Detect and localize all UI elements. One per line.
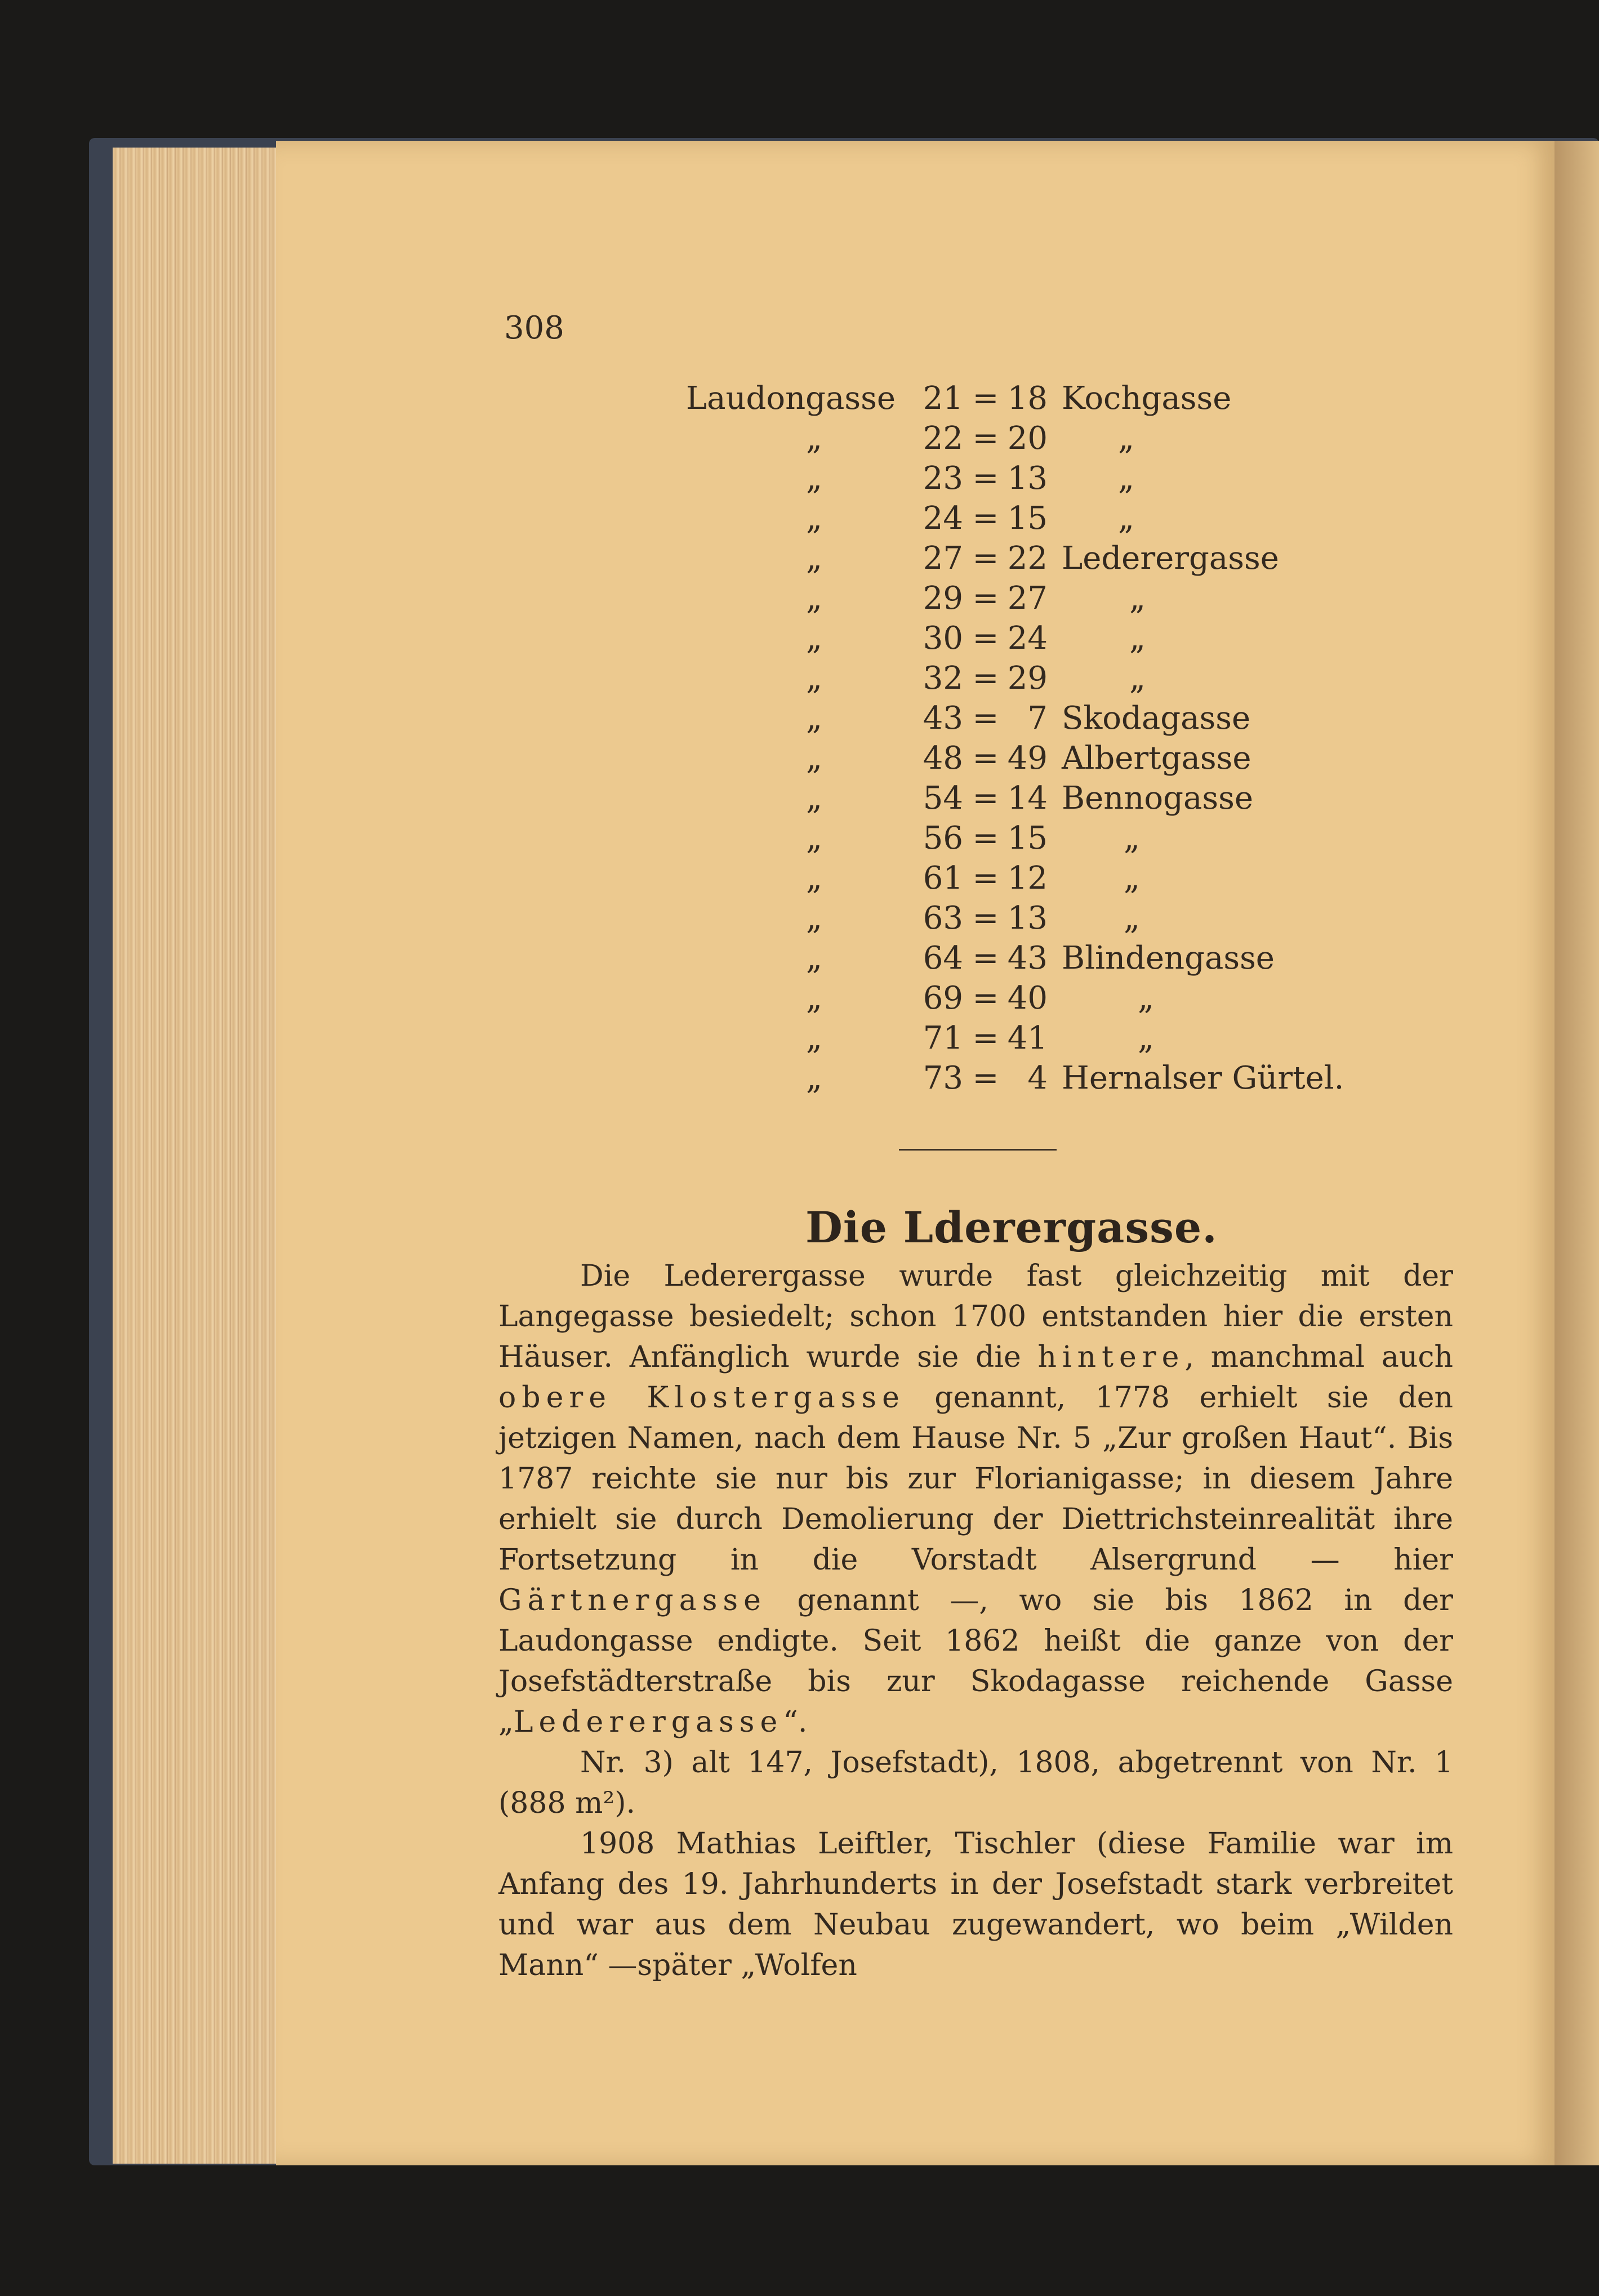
street-to-cell: Hernalser Gürtel. <box>1062 1060 1344 1096</box>
street-to-cell: Kochgasse <box>1062 380 1232 417</box>
street-to-cell: „ <box>1129 660 1146 697</box>
street-cell: „ <box>805 900 822 937</box>
number-old-cell: 32 <box>923 660 963 697</box>
street-cell: „ <box>805 420 822 457</box>
street-cell: „ <box>805 980 822 1017</box>
street-cell: „ <box>805 540 822 577</box>
table-row <box>0 818 1599 858</box>
equals-cell: = <box>972 780 999 817</box>
street-cell: „ <box>805 700 822 737</box>
number-old-cell: 22 <box>923 420 963 457</box>
number-new-cell: 43 <box>1007 940 1048 977</box>
table-row <box>0 458 1599 498</box>
spaced-term: obere Klostergasse <box>498 1381 905 1415</box>
text-run: , manchmal auch <box>1184 1340 1453 1374</box>
street-cell: „ <box>805 500 822 537</box>
number-new-cell: 27 <box>1007 580 1048 617</box>
page-number: 308 <box>504 310 564 346</box>
equals-cell: = <box>972 700 999 737</box>
equals-cell: = <box>972 380 999 417</box>
equals-cell: = <box>972 1060 999 1096</box>
number-old-cell: 21 <box>923 380 963 417</box>
street-to-cell: „ <box>1138 980 1155 1017</box>
table-row <box>0 418 1599 458</box>
paragraph: 1908 Mathias Leiftler, Tischler (diese Familie war im Anfang des 19. Jahrhunderts in der Josefstadt stark verbreitet und war aus dem Neubau zugewandert, wo beim „Wilden Mann“ —später „Wolfen <box>498 1827 1453 1982</box>
street-to-cell: „ <box>1124 860 1141 897</box>
equals-cell: = <box>972 740 999 777</box>
text-run: Die Lederergasse wurde fast gleichzeitig mit der Langegasse besiedelt; schon 1700 entstanden hier die ersten Häuser. Anfänglich wurde sie die <box>498 1259 1453 1374</box>
equals-cell: = <box>972 500 999 537</box>
table-row <box>0 378 1599 418</box>
street-cell: „ <box>805 460 822 497</box>
street-to-cell: „ <box>1124 820 1141 857</box>
street-to-cell: „ <box>1129 620 1146 657</box>
street-to-cell: Lederergasse <box>1062 540 1279 577</box>
equals-cell: = <box>972 460 999 497</box>
table-row <box>0 738 1599 778</box>
street-cell: „ <box>805 740 822 777</box>
number-new-cell: 7 <box>1027 700 1048 737</box>
number-new-cell: 22 <box>1007 540 1048 577</box>
number-old-cell: 27 <box>923 540 963 577</box>
equals-cell: = <box>972 820 999 857</box>
spaced-term: Gärtnergasse <box>498 1584 767 1617</box>
table-row <box>0 978 1599 1018</box>
number-old-cell: 30 <box>923 620 963 657</box>
section-heading: Die Lderergasse. <box>805 1202 1218 1252</box>
number-old-cell: 23 <box>923 460 963 497</box>
number-old-cell: 71 <box>923 1020 963 1056</box>
table-row <box>0 938 1599 978</box>
number-new-cell: 20 <box>1007 420 1048 457</box>
street-to-cell: Blindengasse <box>1062 940 1275 977</box>
number-old-cell: 48 <box>923 740 963 777</box>
number-new-cell: 18 <box>1007 380 1048 417</box>
paragraph <box>498 1256 1453 1742</box>
street-cell: „ <box>805 620 822 657</box>
street-cell: „ <box>805 780 822 817</box>
street-to-cell: „ <box>1124 900 1141 937</box>
table-row <box>0 498 1599 538</box>
spaced-term: Lederergasse <box>513 1705 783 1739</box>
number-new-cell: 49 <box>1007 740 1048 777</box>
table-row <box>0 898 1599 938</box>
street-cell: Laudongasse <box>685 380 896 417</box>
street-cell: „ <box>805 1020 822 1056</box>
equals-cell: = <box>972 580 999 617</box>
table-row <box>0 538 1599 578</box>
number-old-cell: 61 <box>923 860 963 897</box>
street-to-cell: „ <box>1129 580 1146 617</box>
equals-cell: = <box>972 620 999 657</box>
number-new-cell: 15 <box>1007 820 1048 857</box>
number-old-cell: 54 <box>923 780 963 817</box>
number-new-cell: 41 <box>1007 1020 1048 1056</box>
number-old-cell: 64 <box>923 940 963 977</box>
equals-cell: = <box>972 980 999 1017</box>
table-row <box>0 658 1599 698</box>
street-to-cell: „ <box>1118 500 1135 537</box>
table-row <box>0 1018 1599 1058</box>
text-run: genannt, 1778 erhielt sie den jetzigen Namen, nach dem Hause Nr. 5 „Zur großen Haut“. Bis 1787 reichte sie nur bis zur Florianigasse; in diesem Jahre erhielt sie durch Demolierung der Diettrichsteinrealität ihre Fortsetzung in die Vorstadt Alsergrund — hier <box>498 1381 1453 1577</box>
number-old-cell: 43 <box>923 700 963 737</box>
street-cell: „ <box>805 1060 822 1096</box>
street-to-cell: Albertgasse <box>1062 740 1251 777</box>
table-row <box>0 1058 1599 1098</box>
street-to-cell: Bennogasse <box>1062 780 1253 817</box>
street-cell: „ <box>805 860 822 897</box>
equals-cell: = <box>972 1020 999 1056</box>
number-new-cell: 4 <box>1027 1060 1048 1096</box>
section-divider <box>899 1149 1057 1151</box>
table-row <box>0 618 1599 658</box>
number-old-cell: 56 <box>923 820 963 857</box>
table-row <box>0 698 1599 738</box>
number-new-cell: 15 <box>1007 500 1048 537</box>
table-row <box>0 778 1599 818</box>
street-to-cell: Skodagasse <box>1062 700 1251 737</box>
paragraph: Nr. 3) alt 147, Josefstadt), 1808, abgetrennt von Nr. 1 (888 m²). <box>498 1746 1453 1820</box>
number-new-cell: 12 <box>1007 860 1048 897</box>
equals-cell: = <box>972 660 999 697</box>
table-row <box>0 578 1599 618</box>
number-new-cell: 29 <box>1007 660 1048 697</box>
street-to-cell: „ <box>1138 1020 1155 1056</box>
equals-cell: = <box>972 860 999 897</box>
number-old-cell: 69 <box>923 980 963 1017</box>
text-run: genannt —, wo sie bis 1862 in der Laudongasse endigte. Seit 1862 heißt die ganze von der Josefstädterstraße bis zur Skodagasse reichende Gasse „ <box>498 1584 1453 1739</box>
body-text <box>498 1256 1453 1986</box>
equals-cell: = <box>972 900 999 937</box>
number-new-cell: 13 <box>1007 900 1048 937</box>
number-new-cell: 13 <box>1007 460 1048 497</box>
street-to-cell: „ <box>1118 420 1135 457</box>
number-old-cell: 29 <box>923 580 963 617</box>
number-new-cell: 14 <box>1007 780 1048 817</box>
number-old-cell: 24 <box>923 500 963 537</box>
street-cell: „ <box>805 660 822 697</box>
number-old-cell: 63 <box>923 900 963 937</box>
equals-cell: = <box>972 420 999 457</box>
text-run: “. <box>783 1705 808 1739</box>
equals-cell: = <box>972 940 999 977</box>
number-old-cell: 73 <box>923 1060 963 1096</box>
street-cell: „ <box>805 820 822 857</box>
spaced-term: hintere <box>1037 1340 1185 1374</box>
table-row <box>0 858 1599 898</box>
equals-cell: = <box>972 540 999 577</box>
number-new-cell: 40 <box>1007 980 1048 1017</box>
street-cell: „ <box>805 940 822 977</box>
street-to-cell: „ <box>1118 460 1135 497</box>
house-number-table <box>0 378 1599 1098</box>
street-cell: „ <box>805 580 822 617</box>
number-new-cell: 24 <box>1007 620 1048 657</box>
